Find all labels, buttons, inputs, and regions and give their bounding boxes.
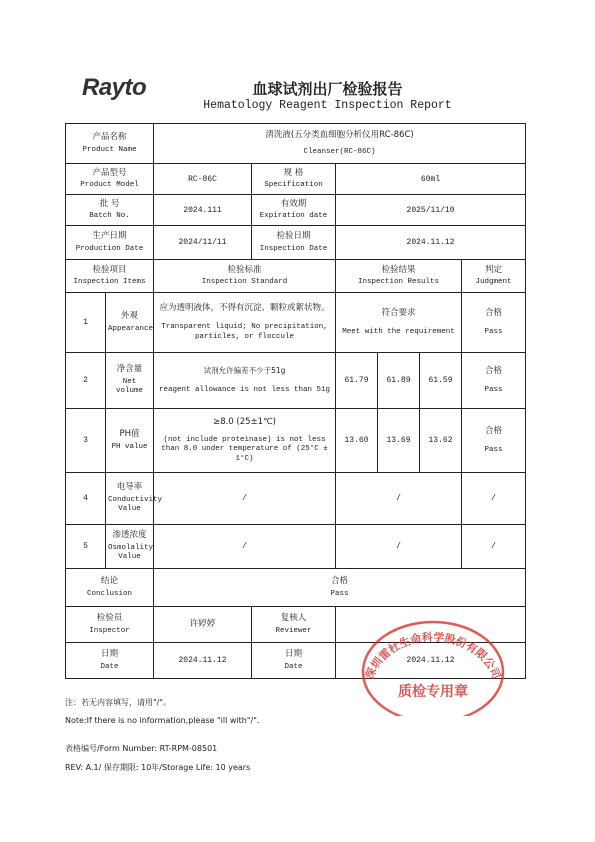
judgment-en: Pass — [484, 386, 503, 395]
reviewer-label-cn: 复核人 — [280, 613, 307, 623]
note-cn: 注：若无内容填写，请用"/"。 — [65, 698, 172, 707]
judgment-cn: 合格 — [485, 425, 503, 436]
production-date-label-en: Production Date — [75, 244, 144, 253]
svg-text:质检专用章: 质检专用章 — [398, 684, 468, 700]
dates-row — [66, 226, 526, 260]
row-number: 4 — [83, 494, 88, 503]
item-label-cn: 渗透浓度 — [112, 530, 147, 541]
date2-label-cn: 日期 — [285, 649, 303, 659]
result-value: / — [396, 494, 401, 503]
result-value: / — [396, 542, 401, 551]
judgment-value: / — [491, 494, 496, 503]
results-header-en: Inspection Results — [358, 278, 440, 287]
result-value-2: 61.89 — [386, 376, 411, 385]
standard-en: (not include proteinase) is not less than 8.0 under temperature of (25°C ± 1°C) — [161, 435, 328, 463]
standard-en: Transparent liquid; No precipitation, particles, or floccule — [161, 323, 328, 341]
item-label-en: Conductivity Value — [108, 495, 163, 514]
result-value-2: 13.69 — [386, 436, 411, 445]
row-number: 3 — [83, 436, 88, 445]
standard-en: reagent allowance is not less than 51g — [159, 385, 331, 394]
judgment-header-en: Judgment — [475, 278, 512, 287]
judgment-cn: 合格 — [485, 365, 503, 376]
judgment-cn: 合格 — [485, 307, 503, 318]
item-label-cn: 电导率 — [116, 482, 143, 493]
batch-label-cn: 批 号 — [99, 198, 120, 209]
conclusion-row — [66, 569, 526, 607]
product-name-row — [66, 124, 526, 164]
batch-value: 2024.111 — [183, 205, 222, 215]
spec-label-cn: 规 格 — [283, 167, 304, 178]
product-name-label-en: Product Name — [82, 145, 137, 154]
inspection-date-label-en: Inspection Date — [259, 244, 328, 253]
judgment-value: / — [491, 542, 496, 551]
inspection-date-value: 2024.11.12 — [406, 238, 455, 247]
company-logo: Rayto — [82, 74, 147, 101]
item-label-cn: 外观 — [121, 311, 139, 321]
revision-storage: REV: A.1/ 保存期限: 10年/Storage Life: 10 years — [65, 763, 251, 772]
conclusion-value-en: Pass — [330, 589, 349, 598]
expiration-value: 2025/11/10 — [406, 205, 455, 215]
reviewer-label-en: Reviewer — [275, 626, 312, 635]
inspector-signature: 许婷婷 — [189, 619, 216, 630]
judgment-en: Pass — [484, 328, 503, 337]
inspection-table — [65, 123, 526, 682]
result-value-1: 61.79 — [344, 376, 369, 385]
model-row — [66, 164, 526, 195]
conclusion-value-cn: 合格 — [331, 576, 349, 586]
spec-value: 60ml — [420, 174, 441, 184]
product-name-value-en: Cleanser(RC-86C) — [303, 148, 376, 157]
standard-cn: ≥8.0 (25±1℃) — [213, 417, 276, 428]
item-label-en: Net volume — [116, 377, 144, 396]
standard-header-en: Inspection Standard — [201, 278, 288, 287]
result-cn: 符合要求 — [381, 307, 416, 318]
date2-value: 2024.11.12 — [406, 656, 455, 665]
standard-value: / — [242, 542, 247, 551]
item-label-cn: 净含量 — [116, 364, 143, 375]
date-value: 2024.11.12 — [178, 656, 227, 665]
table-row — [66, 293, 526, 353]
result-value-3: 61.59 — [428, 376, 453, 385]
standard-value: / — [242, 494, 247, 503]
items-header-cn: 检验项目 — [92, 264, 127, 275]
item-label-cn: PH值 — [119, 429, 140, 439]
table-row — [66, 353, 526, 409]
table-row — [66, 473, 526, 525]
item-label-en: PH value — [111, 442, 148, 451]
batch-label-en: Batch No. — [89, 212, 130, 221]
result-value-1: 13.60 — [344, 436, 369, 445]
items-header-en: Inspection Items — [73, 278, 146, 287]
row-number: 5 — [83, 542, 88, 551]
judgment-en: Pass — [484, 446, 503, 455]
inspector-label-cn: 检验员 — [96, 613, 123, 623]
inspection-date-label-cn: 检验日期 — [276, 231, 311, 241]
model-label-en: Product Model — [80, 181, 139, 190]
product-name-value-cn: 清洗液(五分类血细胞分析仪用RC-86C) — [265, 129, 414, 140]
production-date-label-cn: 生产日期 — [92, 231, 127, 241]
result-en: Meet with the requirement — [342, 328, 455, 337]
expiration-label-cn: 有效期 — [280, 198, 307, 209]
judgment-header-cn: 判定 — [485, 264, 503, 275]
report-title-cn: 血球试剂出厂检验报告 — [252, 80, 403, 98]
production-date-value: 2024/11/11 — [178, 238, 227, 247]
result-value-3: 13.62 — [428, 436, 453, 445]
spec-label-en: Specification — [264, 181, 323, 190]
batch-row — [66, 195, 526, 226]
row-number: 1 — [83, 318, 88, 327]
date-label-cn: 日期 — [101, 649, 119, 659]
quality-inspection-stamp — [358, 612, 508, 716]
standard-cn: 应为透明液体，不得有沉淀、颗粒或絮状物。 — [159, 302, 330, 313]
model-label-cn: 产品型号 — [92, 167, 127, 178]
standard-header-cn: 检验标准 — [227, 264, 262, 275]
report-title-en: Hematology Reagent Inspection Report — [203, 99, 452, 112]
note-en: Note:If there is no information,please "ill with"/". — [65, 716, 260, 725]
row-number: 2 — [83, 376, 88, 385]
inspector-label-en: Inspector — [89, 626, 130, 635]
svg-text:深圳雷杜生命科学股份有限公司: 深圳雷杜生命科学股份有限公司 — [362, 630, 504, 682]
table-row — [66, 409, 526, 473]
header-row — [66, 260, 526, 293]
standard-cn: 试剂允许偏差不少于51g — [203, 366, 286, 376]
date-label-en: Date — [100, 662, 119, 671]
item-label-en: Osmolality Value — [108, 543, 154, 562]
form-number: 表格编号/Form Number: RT-RPM-08501 — [65, 744, 218, 753]
item-label-en: Appearance — [108, 324, 154, 333]
date2-label-en: Date — [284, 662, 303, 671]
conclusion-label-cn: 结论 — [101, 576, 119, 586]
product-name-label-cn: 产品名称 — [92, 132, 127, 142]
expiration-label-en: Expiration date — [259, 212, 328, 221]
model-value: RC-86C — [188, 174, 217, 184]
table-row — [66, 525, 526, 569]
results-header-cn: 检验结果 — [381, 264, 416, 275]
conclusion-label-en: Conclusion — [87, 589, 133, 598]
